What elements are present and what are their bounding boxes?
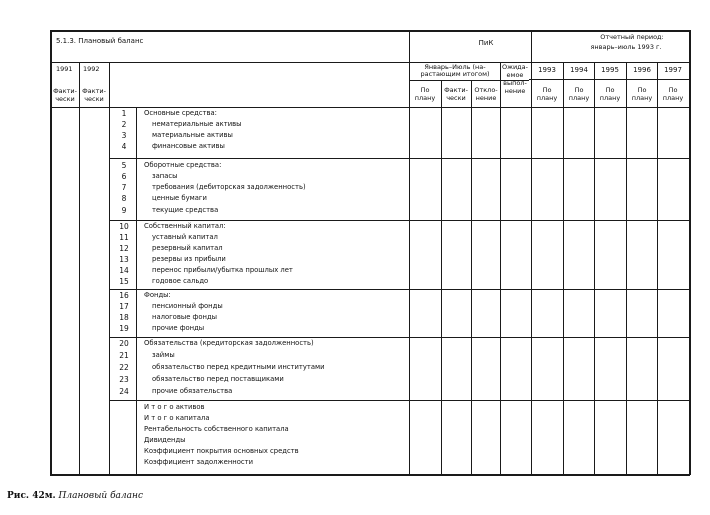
fixed-asset-coverage: Коэффициент покрытия основных средств	[144, 447, 299, 455]
rule	[594, 62, 595, 475]
line-label: займы	[152, 351, 175, 359]
frame-top	[50, 30, 690, 32]
plan-1994-1: По	[574, 86, 584, 94]
jan-jul-heading-2: растающим итогом)	[420, 70, 490, 78]
line-number: 18	[119, 313, 129, 322]
expected-heading-4: нение	[504, 87, 526, 95]
line-number: 13	[119, 255, 129, 264]
frame-left	[50, 30, 52, 475]
sub-fact-2: чески	[446, 94, 466, 102]
rule	[136, 107, 137, 475]
total-capital: И т о г о капитала	[144, 414, 210, 422]
line-number: 16	[119, 291, 129, 300]
line-number: 20	[119, 339, 129, 348]
year-1995: 1995	[601, 66, 619, 74]
expected-heading-2: емое	[506, 71, 524, 79]
section-heading: Фонды:	[144, 291, 171, 299]
rule	[441, 80, 442, 475]
line-label: пенсионный фонды	[152, 302, 223, 310]
line-number: 1	[121, 109, 127, 118]
caption-text: Плановый баланс	[58, 491, 143, 501]
plan-1993-2: плану	[536, 94, 558, 102]
line-number: 24	[119, 387, 129, 396]
line-number: 14	[119, 266, 129, 275]
line-label: уставный капитал	[152, 233, 218, 241]
fact-1992-1: Факти-	[82, 87, 106, 95]
line-number: 17	[119, 302, 129, 311]
rule	[529, 79, 690, 80]
line-label: прочие фонды	[152, 324, 205, 332]
form-title: 5.1.3. Плановый баланс	[56, 37, 144, 45]
line-number: 11	[119, 233, 129, 242]
line-label: текущие средства	[152, 206, 219, 214]
plan-1997-1: По	[668, 86, 678, 94]
sub-dev-2: нение	[475, 94, 497, 102]
rule	[471, 80, 472, 475]
line-number: 19	[119, 324, 129, 333]
frame-right	[689, 30, 691, 475]
line-label: обязательство перед поставщиками	[152, 375, 284, 383]
rule	[626, 62, 627, 475]
line-number: 3	[121, 131, 127, 140]
period-heading-1: Отчетный период:	[600, 33, 664, 41]
line-label: запасы	[152, 172, 178, 180]
plan-1995-2: плану	[599, 94, 621, 102]
line-label: нематериальные активы	[152, 120, 242, 128]
year-1991: 1991	[56, 65, 73, 73]
expected-heading-3: выпол-	[503, 79, 527, 87]
line-label: ценные бумаги	[152, 194, 207, 202]
section-heading: Обязательства (кредиторская задолженность)	[144, 339, 314, 347]
sub-plan-2: плану	[414, 94, 436, 102]
sub-plan-1: По	[420, 86, 430, 94]
line-label: прочие обязательства	[152, 387, 233, 395]
plan-1996-2: плану	[631, 94, 653, 102]
line-label: обязательство перед кредитными институтами	[152, 363, 325, 371]
line-label: налоговые фонды	[152, 313, 218, 321]
line-number: 10	[119, 222, 129, 231]
pik-heading: ПиК	[478, 39, 494, 47]
caption-number: Рис. 42м.	[7, 491, 56, 501]
line-number: 4	[121, 142, 127, 151]
section-rule	[109, 289, 690, 290]
debt-ratio: Коэффициент задолженности	[144, 458, 253, 466]
period-heading-2: январь–июль 1993 г.	[590, 43, 662, 51]
line-number: 6	[121, 172, 127, 181]
line-number: 21	[119, 351, 129, 360]
fact-1992-2: чески	[84, 95, 104, 103]
section-rule	[109, 400, 690, 401]
year-1994: 1994	[570, 66, 588, 74]
line-number: 15	[119, 277, 129, 286]
rule	[500, 62, 501, 475]
line-label: материальные активы	[152, 131, 233, 139]
plan-1997-2: плану	[662, 94, 684, 102]
rule	[79, 62, 80, 475]
line-number: 9	[121, 206, 127, 215]
rule	[563, 62, 564, 475]
plan-1996-1: По	[637, 86, 647, 94]
line-number: 23	[119, 375, 129, 384]
section-rule	[109, 337, 690, 338]
line-number: 2	[121, 120, 127, 129]
rule	[409, 30, 410, 475]
return-on-equity: Рентабельность собственного капитала	[144, 425, 289, 433]
year-1992: 1992	[83, 65, 100, 73]
rule	[109, 62, 110, 475]
year-1996: 1996	[633, 66, 651, 74]
section-rule	[109, 158, 690, 159]
line-label: резервный капитал	[152, 244, 223, 252]
fact-1991-1: Факти-	[53, 87, 77, 95]
fact-1991-2: чески	[55, 95, 75, 103]
line-label: требования (дебиторская задолженность)	[152, 183, 306, 191]
line-label: резервы из прибыли	[152, 255, 226, 263]
section-heading: Оборотные средства:	[144, 161, 222, 169]
total-assets: И т о г о активов	[144, 403, 205, 411]
year-1993: 1993	[538, 66, 556, 74]
figure-caption	[7, 492, 143, 501]
jan-jul-heading-1: Январь–Июль (на-	[424, 63, 486, 71]
section-heading: Основные средства:	[144, 109, 217, 117]
dividends: Дивиденды	[144, 436, 186, 444]
sub-fact-1: Факти-	[444, 86, 468, 94]
line-number: 22	[119, 363, 129, 372]
line-number: 8	[121, 194, 127, 203]
line-label: перенос прибыли/убытка прошлых лет	[152, 266, 293, 274]
line-number: 5	[121, 161, 127, 170]
line-label: годовое сальдо	[152, 277, 209, 285]
year-1997: 1997	[664, 66, 682, 74]
plan-1993-1: По	[542, 86, 552, 94]
line-label: финансовые активы	[152, 142, 225, 150]
section-rule	[109, 220, 690, 221]
expected-heading-1: Ожида-	[501, 63, 529, 71]
line-number: 12	[119, 244, 129, 253]
plan-1995-1: По	[605, 86, 615, 94]
sub-dev-1: Откло-	[474, 86, 498, 94]
rule	[531, 30, 532, 475]
line-number: 7	[121, 183, 127, 192]
section-heading: Собственный капитал:	[144, 222, 226, 230]
plan-1994-2: плану	[568, 94, 590, 102]
rule	[657, 62, 658, 475]
